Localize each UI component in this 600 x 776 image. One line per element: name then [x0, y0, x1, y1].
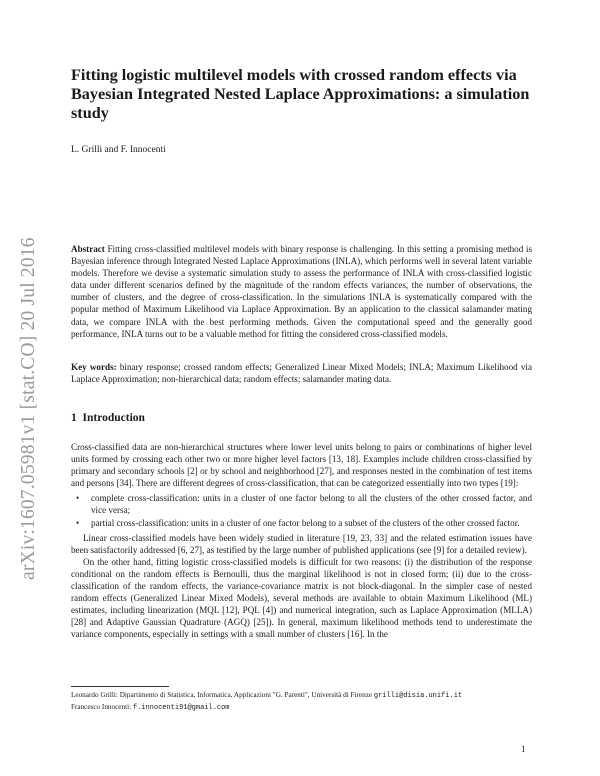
footnote-1-email[interactable]: grilli@disia.unifi.it	[373, 692, 463, 700]
abstract-text: Fitting cross-classified multilevel models with binary response is challenging. In this setting a promising method is Bayesian inference through Integrated Nested Laplace Approximations (INLA), which performs well in several latent variable models. Therefore we devise a systematic simulation study to assess the performance of INLA with cross-classified logistic data under different scenarios defined by the magnitude of the random effects variances, the number of observations, the number of clusters, and the degree of cross-classification. In the simulations INLA is systematically compared with the popular method of Maximum Likelihood via Laplace Approximation. By an application to the classical salamander mating data, we compare INLA with the best performing methods. Given the computational speed and the generally good performance, INLA turns out to be a valuable method for fitting the considered cross-classified models.	[71, 244, 532, 339]
abstract	[71, 243, 532, 340]
arxiv-stamp-text: arXiv:1607.05981v1 [stat.CO] 20 Jul 2016	[18, 237, 39, 580]
footnote-2	[71, 702, 541, 714]
abstract-label: Abstract	[71, 244, 105, 254]
footnote-2-email[interactable]: f.innocenti91@gmail.com	[132, 703, 230, 712]
footnote-1	[71, 690, 541, 702]
list-item: • complete cross-classification: units in a cluster of one factor belong to all the clusters of the other crossed factor, and vice versa;	[85, 492, 532, 516]
paper-title: Fitting logistic multilevel models with crossed random effects via Bayesian Integrated Nested Laplace Approximations: a simulation study	[71, 66, 530, 122]
page-number: 1	[521, 744, 526, 754]
footnote-1-text: Leonardo Grilli: Dipartimento di Statistica, Informatica, Applicazioni "G. Parenti", Università di Firenze	[71, 691, 373, 699]
section-heading	[71, 412, 145, 424]
intro-paragraph-2: Linear cross-classified models have been widely studied in literature [19, 23, 33] and the related estimation issues have been satisfactorily addressed [6, 27], as testified by the large number of published applications (see [9] for a detailed review).	[71, 532, 532, 555]
intro-paragraph-1: Cross-classified data are non-hierarchical structures where lower level units belong to pairs or combinations of higher level units formed by crossing each other two or more higher level factors [13, 18]. Examples include children cross-classified by primary and secondary schools [2] or by school and neighborhood [27], and responses nested in the combination of test items and persons [34]. There are different degrees of cross-classification, that can be categorized essentially into two types [19]:	[71, 442, 532, 489]
footnotes	[71, 690, 541, 713]
footnote-divider	[71, 686, 169, 687]
cross-classification-list	[71, 492, 532, 528]
introduction-body	[71, 441, 532, 641]
keywords-label: Key words:	[71, 362, 117, 372]
intro-paragraph-3: On the other hand, fitting logistic cross-classified models is difficult for two reasons: (i) the distribution of the response conditional on the random effects is Bernoulli, thus the marginal likelihood is not in closed form; (ii) due to the cross-classification of the random effects, the variance-covariance matrix is not block-diagonal. In the simpler case of nested random effects (Generalized Linear Mixed Models), several methods are available to obtain Maximum Likelihood (ML) estimates, including linearization (MQL [12], PQL [4]) and numerical integration, such as Laplace Approximation (MLLA) [28] and Adaptive Gaussian Quadrature (AGQ) [25]). In general, maximum likelihood methods tend to underestimate the variance components, especially in settings with a small number of clusters [16]. In the	[71, 556, 532, 640]
section-title: Introduction	[82, 412, 145, 424]
list-item: • partial cross-classification: units in a cluster of one factor belong to a subset of the clusters of the other crossed factor.	[85, 517, 532, 529]
footnote-2-text: Francesco Innocenti:	[71, 702, 132, 711]
authors: L. Grilli and F. Innocenti	[71, 145, 166, 155]
arxiv-stamp	[16, 200, 46, 580]
keywords-text: binary response; crossed random effects; Generalized Linear Mixed Models; INLA; Maximum Likelihood via Laplace Approximation; non-hierarchical data; random effects; salamander mating data.	[71, 362, 532, 385]
section-number: 1	[71, 412, 77, 424]
keywords	[71, 361, 532, 385]
